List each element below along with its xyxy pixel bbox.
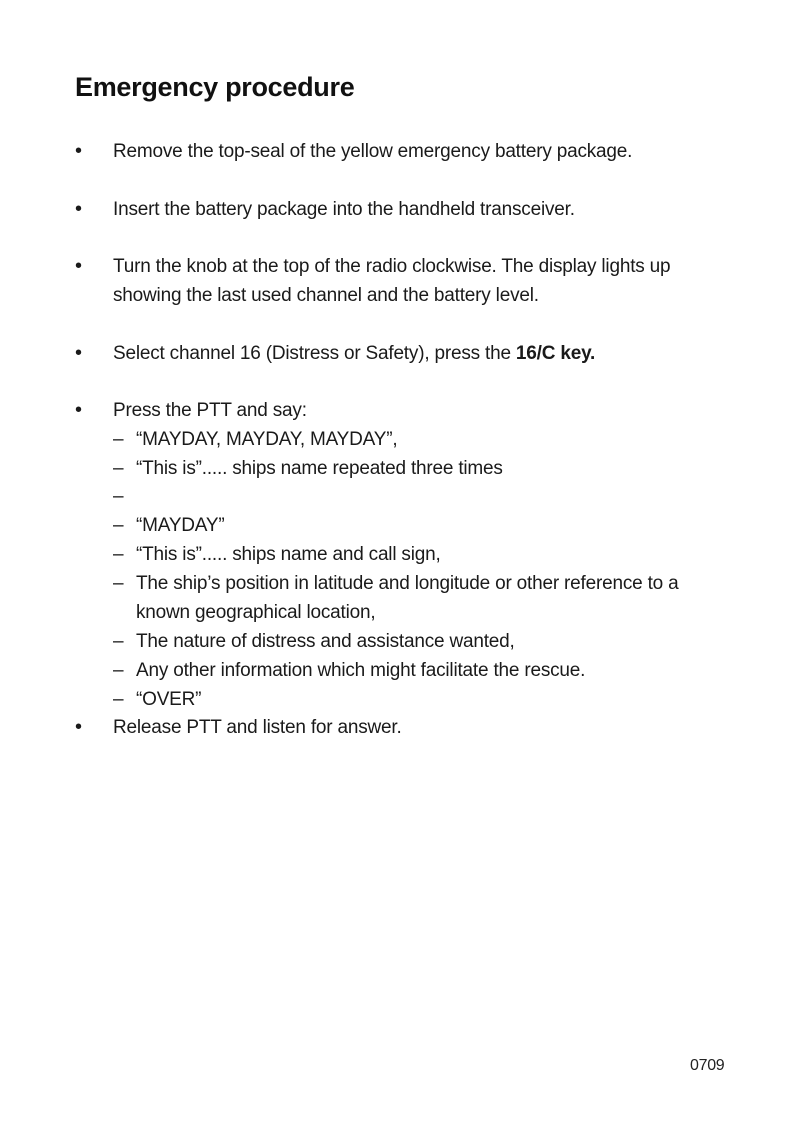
dash-icon: – bbox=[113, 660, 124, 681]
bullet-icon: • bbox=[75, 140, 83, 162]
page-number: 0709 bbox=[690, 1057, 725, 1074]
bullet-icon: • bbox=[75, 255, 83, 277]
dash-icon: – bbox=[113, 544, 124, 565]
step-text: Press the PTT and say: bbox=[113, 400, 307, 421]
step-text: Release PTT and listen for answer. bbox=[113, 717, 402, 738]
dash-icon: – bbox=[113, 458, 124, 479]
step-text-plain: Select channel 16 (Distress or Safety), press the bbox=[113, 343, 516, 364]
call-script-text: “OVER” bbox=[136, 689, 202, 710]
step-text: Turn the knob at the top of the radio clockwise. The display lights up showing the last used channel and the battery level. bbox=[113, 256, 671, 306]
call-script-text: “MAYDAY, MAYDAY, MAYDAY”, bbox=[136, 429, 398, 450]
dash-icon: – bbox=[113, 689, 124, 710]
call-script-text: “This is”..... ships name and call sign, bbox=[136, 544, 441, 565]
call-script-text: “This is”..... ships name repeated three times bbox=[136, 458, 503, 479]
call-script-text: The ship’s position in latitude and longitude or other reference to a known geographical location, bbox=[136, 573, 679, 623]
page-title: Emergency procedure bbox=[75, 72, 355, 102]
call-script-text: Any other information which might facilitate the rescue. bbox=[136, 660, 586, 681]
step-text: Remove the top-seal of the yellow emergency battery package. bbox=[113, 141, 633, 162]
dash-icon: – bbox=[113, 573, 124, 594]
dash-icon: – bbox=[113, 486, 124, 507]
bullet-icon: • bbox=[75, 716, 83, 738]
step-text bbox=[113, 339, 733, 368]
dash-icon: – bbox=[113, 631, 124, 652]
call-script-text: The nature of distress and assistance wanted, bbox=[136, 631, 515, 652]
dash-icon: – bbox=[113, 429, 124, 450]
dash-icon: – bbox=[113, 515, 124, 536]
bullet-icon: • bbox=[75, 399, 83, 421]
bullet-icon: • bbox=[75, 198, 83, 220]
key-label: 16/C key. bbox=[515, 343, 596, 364]
bullet-icon: • bbox=[75, 342, 83, 364]
call-script-text: “MAYDAY” bbox=[136, 515, 225, 536]
step-text: Insert the battery package into the handheld transceiver. bbox=[113, 199, 575, 220]
